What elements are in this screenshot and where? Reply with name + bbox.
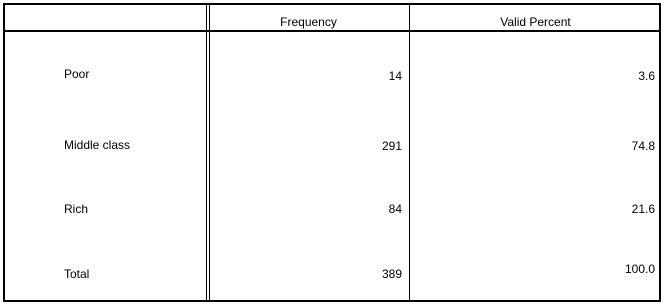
row-frequency-poor: 14: [388, 69, 402, 83]
row-label-middle-class: Middle class: [64, 138, 131, 152]
row-label-rich: Rich: [64, 202, 89, 216]
frequency-table: [3, 3, 661, 302]
row-valid-percent-rich: 21.6: [631, 202, 655, 216]
header-divider: [5, 30, 659, 32]
row-valid-percent-total: 100.0: [624, 262, 655, 276]
row-valid-percent-poor: 3.6: [638, 69, 655, 83]
row-valid-percent-middle-class: 74.8: [631, 139, 655, 153]
header-frequency: Frequency: [280, 15, 337, 29]
row-frequency-total: 389: [381, 267, 402, 281]
row-label-poor: Poor: [64, 67, 90, 81]
row-frequency-rich: 84: [388, 202, 402, 216]
row-frequency-middle-class: 291: [381, 139, 402, 153]
row-label-total: Total: [64, 267, 90, 281]
header-valid-percent: Valid Percent: [500, 15, 571, 29]
